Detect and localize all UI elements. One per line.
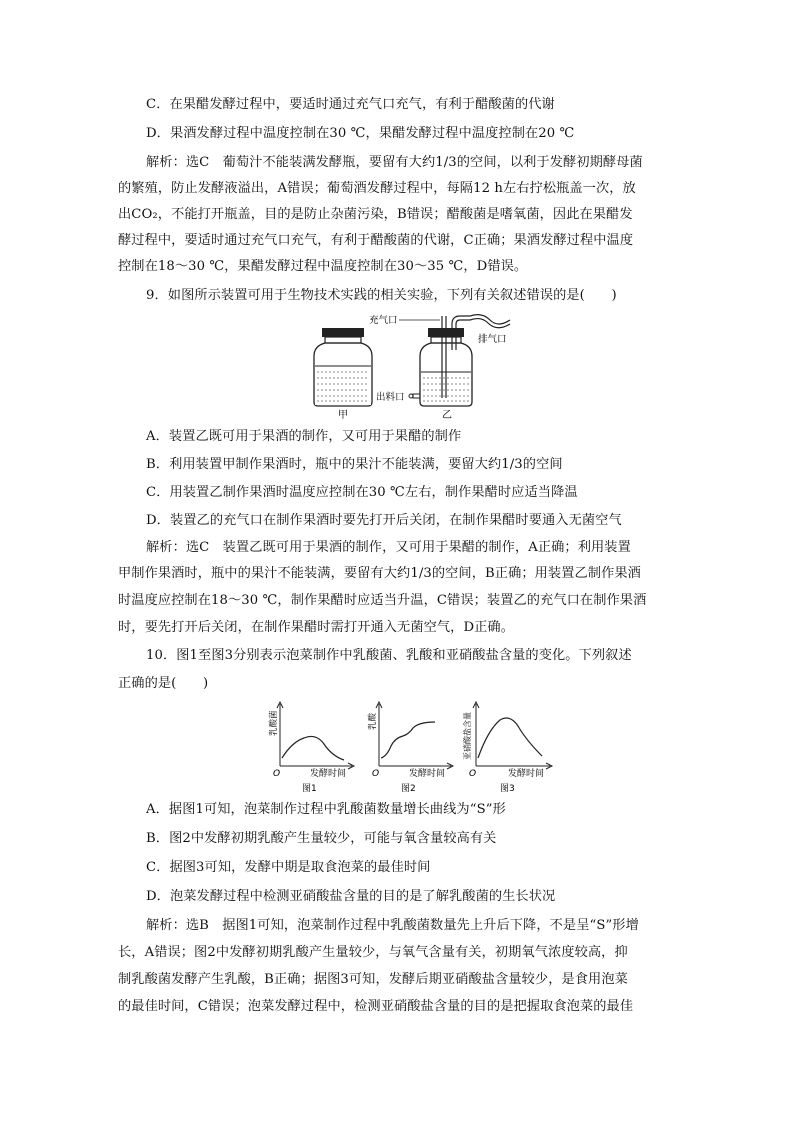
analysis-10-line-4: 的最佳时间，C错误；泡菜发酵过程中，检测亚硝酸盐含量的目的是把握取食泡菜的最佳 — [118, 999, 634, 1014]
graph-3-caption: 图3 — [500, 784, 515, 794]
graph-1-curve — [282, 736, 344, 760]
analysis-9-line-1: 解析：选C 装置乙既可用于果酒的制作，又可用于果醋的制作，A正确；利用装置 — [146, 540, 631, 555]
option-10b: B．图2中发酵初期乳酸产生量较少，可能与氧含量较高有关 — [146, 831, 497, 846]
option-d-prev: D．果酒发酵过程中温度控制在30 ℃，果醋发酵过程中温度控制在20 ℃ — [146, 126, 575, 141]
graph-2-origin: O — [372, 769, 380, 779]
graph-1-caption: 图1 — [302, 784, 317, 794]
fermentation-apparatus-diagram — [300, 310, 540, 422]
option-10d: D．泡菜发酵过程中检测亚硝酸盐含量的目的是了解乳酸菌的生长状况 — [146, 889, 556, 904]
graph-3-curve — [478, 718, 542, 758]
option-9a: A．装置乙既可用于果酒的制作，又可用于果醋的制作 — [146, 429, 462, 444]
graph-3-origin: O — [469, 769, 477, 779]
question-10-line-1: 10．图1至图3分别表示泡菜制作中乳酸菌、乳酸和亚硝酸盐含量的变化。下列叙述 — [146, 648, 632, 663]
graph-3-ylabel: 亚硝酸盐含量 — [463, 712, 472, 760]
option-9d: D．装置乙的充气口在制作果酒时要先打开后关闭，在制作果醋时要通入无菌空气 — [146, 513, 622, 528]
graph-1-ylabel: 乳酸菌 — [269, 710, 279, 736]
option-9b: B．利用装置甲制作果酒时，瓶中的果汁不能装满，要留大约1/3的空间 — [146, 457, 563, 472]
graph-1-xlabel: 发酵时间 — [310, 769, 347, 779]
analysis-10-line-1: 解析：选B 据图1可知，泡菜制作过程中乳酸菌数量先上升后下降，不是呈“S”形增 — [146, 918, 639, 933]
analysis-10-line-3: 制乳酸菌发酵产生乳酸，B正确；据图3可知，发酵后期亚硝酸盐含量较少，是食用泡菜 — [118, 972, 628, 987]
graph-2 — [365, 700, 455, 798]
option-10a: A．据图1可知，泡菜制作过程中乳酸菌数量增长曲线为“S”形 — [146, 802, 506, 817]
graph-1 — [266, 700, 356, 798]
analysis-9-line-3: 时温度应控制在18～30 ℃，制作果醋时应适当升温，C错误；装置乙的充气口在制作果酒 — [118, 593, 647, 608]
option-c-prev: C．在果醋发酵过程中，要适时通过充气口充气，有利于醋酸菌的代谢 — [146, 97, 555, 112]
analysis-9-line-4: 时，要先打开后关闭，在制作果醋时需打开通入无菌空气，D正确。 — [118, 620, 515, 635]
option-9c: C．用装置乙制作果酒时温度应控制在30 ℃左右，制作果醋时应适当降温 — [146, 485, 578, 500]
graph-2-ylabel: 乳酸 — [368, 712, 378, 730]
analysis-8-line-1: 解析：选C 葡萄汁不能装满发酵瓶，要留有大约1/3的空间，以利于发酵初期酵母菌 — [146, 155, 643, 170]
inlet-label: 充气口 — [369, 315, 398, 326]
analysis-8-line-5: 控制在18～30 ℃，果醋发酵过程中温度控制在30～35 ℃，D错误。 — [118, 259, 528, 274]
option-10c: C．据图3可知，发酵中期是取食泡菜的最佳时间 — [146, 860, 431, 875]
jar-b-label: 乙 — [442, 410, 452, 421]
analysis-8-line-3: 出CO₂，不能打开瓶盖，目的是防止杂菌污染，B错误；醋酸菌是嗜氧菌，因此在果醋发 — [118, 207, 633, 222]
jar-a — [314, 328, 372, 406]
graph-3-xlabel: 发酵时间 — [508, 769, 545, 779]
graph-2-curve — [381, 722, 435, 758]
graph-2-xlabel: 发酵时间 — [409, 769, 446, 779]
question-9: 9．如图所示装置可用于生物技术实践的相关实验，下列有关叙述错误的是( ) — [146, 288, 617, 303]
analysis-8-line-2: 的繁殖，防止发酵液溢出，A错误；葡萄酒发酵过程中，每隔12 h左右拧松瓶盖一次，放 — [118, 181, 636, 196]
graph-1-origin: O — [273, 769, 281, 779]
outlet-label: 排气口 — [478, 334, 507, 345]
analysis-8-line-4: 酵过程中，要适时通过充气口充气，有利于醋酸菌的代谢，C正确；果酒发酵过程中温度 — [118, 233, 634, 248]
analysis-9-line-2: 甲制作果酒时，瓶中的果汁不能装满，要留有大约1/3的空间，B正确；用装置乙制作果酒 — [118, 566, 641, 581]
graph-3 — [460, 700, 556, 798]
analysis-10-line-2: 长，A错误；图2中发酵初期乳酸产生量较少，与氧气含量有关，初期氧气浓度较高，抑 — [118, 945, 628, 960]
tap-label: 出料口 — [376, 392, 405, 403]
question-10-line-2: 正确的是( ) — [118, 676, 209, 691]
jar-a-label: 甲 — [338, 410, 348, 421]
graph-2-caption: 图2 — [401, 784, 416, 794]
jar-b — [409, 315, 510, 406]
